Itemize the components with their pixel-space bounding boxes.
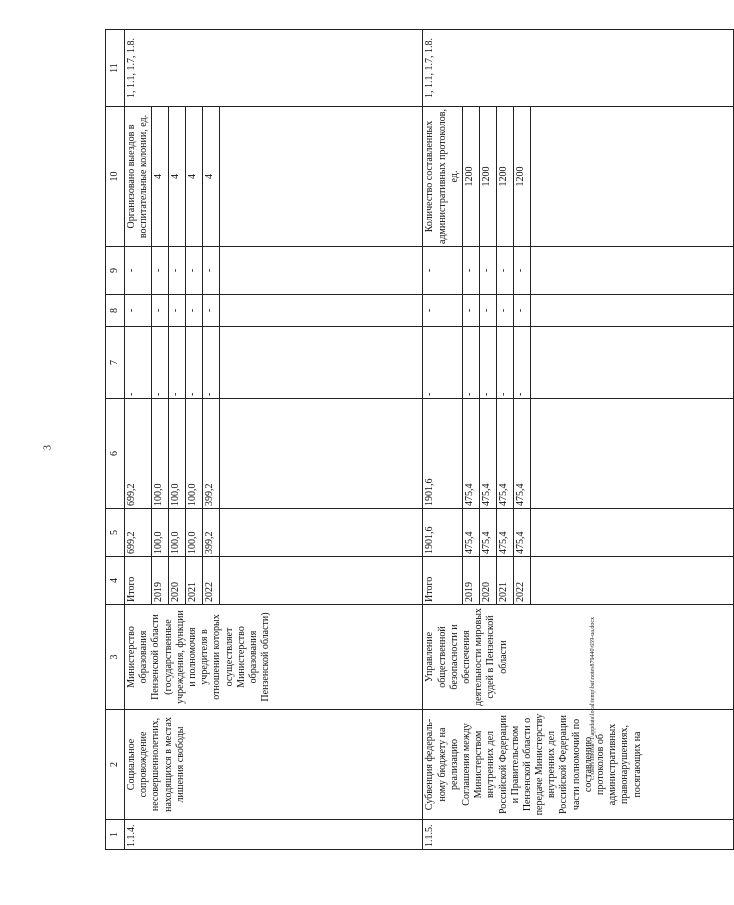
year-cell: 2019 <box>152 557 169 605</box>
table-row <box>125 30 152 850</box>
value-cell: - <box>186 295 203 327</box>
value-cell: 475,4 <box>462 399 479 509</box>
value-cell: - <box>152 247 169 295</box>
value-cell: - <box>513 295 530 327</box>
value-cell: - <box>152 295 169 327</box>
value-cell: 475,4 <box>496 399 513 509</box>
value-cell: 475,4 <box>479 509 496 557</box>
year-cell: 2020 <box>169 557 186 605</box>
col-header-3: 3 <box>106 605 125 710</box>
value-cell: - <box>479 247 496 295</box>
value-cell: - <box>513 327 530 399</box>
value-cell: - <box>125 295 152 327</box>
value-cell: - <box>203 327 220 399</box>
value-cell: 475,4 <box>496 509 513 557</box>
value-cell: - <box>125 327 152 399</box>
col-header-7: 7 <box>106 327 125 399</box>
value-cell: - <box>462 247 479 295</box>
program-activities-table <box>105 29 734 850</box>
year-cell: 2021 <box>186 557 203 605</box>
indicator-value: 4 <box>152 107 169 247</box>
col-header-11: 11 <box>106 30 125 107</box>
value-cell: - <box>169 327 186 399</box>
activity-name: Социальное сопровождение несовершеннолетних, находящихся в местах лишения свободы <box>125 710 423 820</box>
table-canvas <box>105 30 643 850</box>
col-header-10: 10 <box>106 107 125 247</box>
value-cell: - <box>423 247 463 295</box>
value-cell: 100,0 <box>152 399 169 509</box>
page-number: 3 <box>42 445 54 450</box>
value-cell: 475,4 <box>513 399 530 509</box>
value-cell: 699,2 <box>125 399 152 509</box>
value-cell: 1901,6 <box>423 399 463 509</box>
value-cell: 100,0 <box>186 509 203 557</box>
value-cell: 399,2 <box>203 399 220 509</box>
indicator-value: 1200 <box>479 107 496 247</box>
rotated-table-wrapper <box>105 30 643 850</box>
col-header-5: 5 <box>106 509 125 557</box>
value-cell: - <box>186 327 203 399</box>
goal-links: 1, 1.1, 1.7, 1.8. <box>125 30 423 107</box>
activity-executor: Министерство образования Пензенской области (государственные учреждения, функции и полномочия учредителя в отношении которых осуществляет Министерство образования Пензенской области) <box>125 605 423 710</box>
year-cell: 2022 <box>513 557 530 605</box>
goal-links: 1, 1.1, 1.7, 1.8. <box>423 30 734 107</box>
activity-number: 1.1.5. <box>423 820 734 850</box>
col-header-9: 9 <box>106 247 125 295</box>
year-cell: Итого <box>125 557 152 605</box>
activity-executor: Управление общественной безопасности и обеспечения деятельности мировых судей в Пензенской области <box>423 605 734 710</box>
value-cell: - <box>462 327 479 399</box>
value-cell: 100,0 <box>169 509 186 557</box>
activity-number: 1.1.4. <box>125 820 423 850</box>
value-cell: 475,4 <box>479 399 496 509</box>
value-cell: - <box>462 295 479 327</box>
indicator-name: Организовано выездов в воспитательные колонии, ед. <box>125 107 152 247</box>
value-cell: 100,0 <box>169 399 186 509</box>
year-cell: 2020 <box>479 557 496 605</box>
indicator-value: 4 <box>186 107 203 247</box>
indicator-value: 1200 <box>462 107 479 247</box>
value-cell: - <box>125 247 152 295</box>
value-cell: - <box>423 327 463 399</box>
year-cell: 2019 <box>462 557 479 605</box>
value-cell: - <box>152 327 169 399</box>
col-header-2: 2 <box>106 710 125 820</box>
col-header-1: 1 <box>106 820 125 850</box>
column-number-row <box>106 30 125 850</box>
value-cell: - <box>496 247 513 295</box>
value-cell: - <box>203 295 220 327</box>
value-cell: - <box>203 247 220 295</box>
value-cell: - <box>423 295 463 327</box>
value-cell: 1901,6 <box>423 509 463 557</box>
col-header-4: 4 <box>106 557 125 605</box>
indicator-value: 1200 <box>496 107 513 247</box>
col-header-6: 6 <box>106 399 125 509</box>
year-cell: 2021 <box>496 557 513 605</box>
value-cell: - <box>496 295 513 327</box>
value-cell: - <box>479 295 496 327</box>
indicator-value: 4 <box>169 107 186 247</box>
value-cell: 100,0 <box>152 509 169 557</box>
indicator-name: Количество составленных административных протоколов, ед. <box>423 107 463 247</box>
col-header-8: 8 <box>106 295 125 327</box>
value-cell: 100,0 <box>186 399 203 509</box>
table-row <box>423 30 463 850</box>
value-cell: - <box>169 295 186 327</box>
indicator-value: 4 <box>203 107 220 247</box>
year-cell: 2022 <box>203 557 220 605</box>
value-cell: 475,4 <box>513 509 530 557</box>
value-cell: - <box>496 327 513 399</box>
indicator-value: 1200 <box>513 107 530 247</box>
value-cell: - <box>186 247 203 295</box>
value-cell: - <box>169 247 186 295</box>
year-cell: Итого <box>423 557 463 605</box>
value-cell: 399,2 <box>203 509 220 557</box>
value-cell: 475,4 <box>462 509 479 557</box>
file-path-footer: c:\users\tiborsk~1\appdata\local\temp\bat\notes879440\659-ua.docx <box>590 616 596 780</box>
value-cell: - <box>479 327 496 399</box>
value-cell: 699,2 <box>125 509 152 557</box>
value-cell: - <box>513 247 530 295</box>
activity-name: Субвенция федераль-ному бюджету на реализацию Соглашения между Министерством внутренних дел Российской Федерации и Правительством Пензенской области о передаче Министерству внутренних дел Российской Федерации части полномочий по составлению протоколов об административных правонарушениях, посягающих на <box>423 710 734 820</box>
